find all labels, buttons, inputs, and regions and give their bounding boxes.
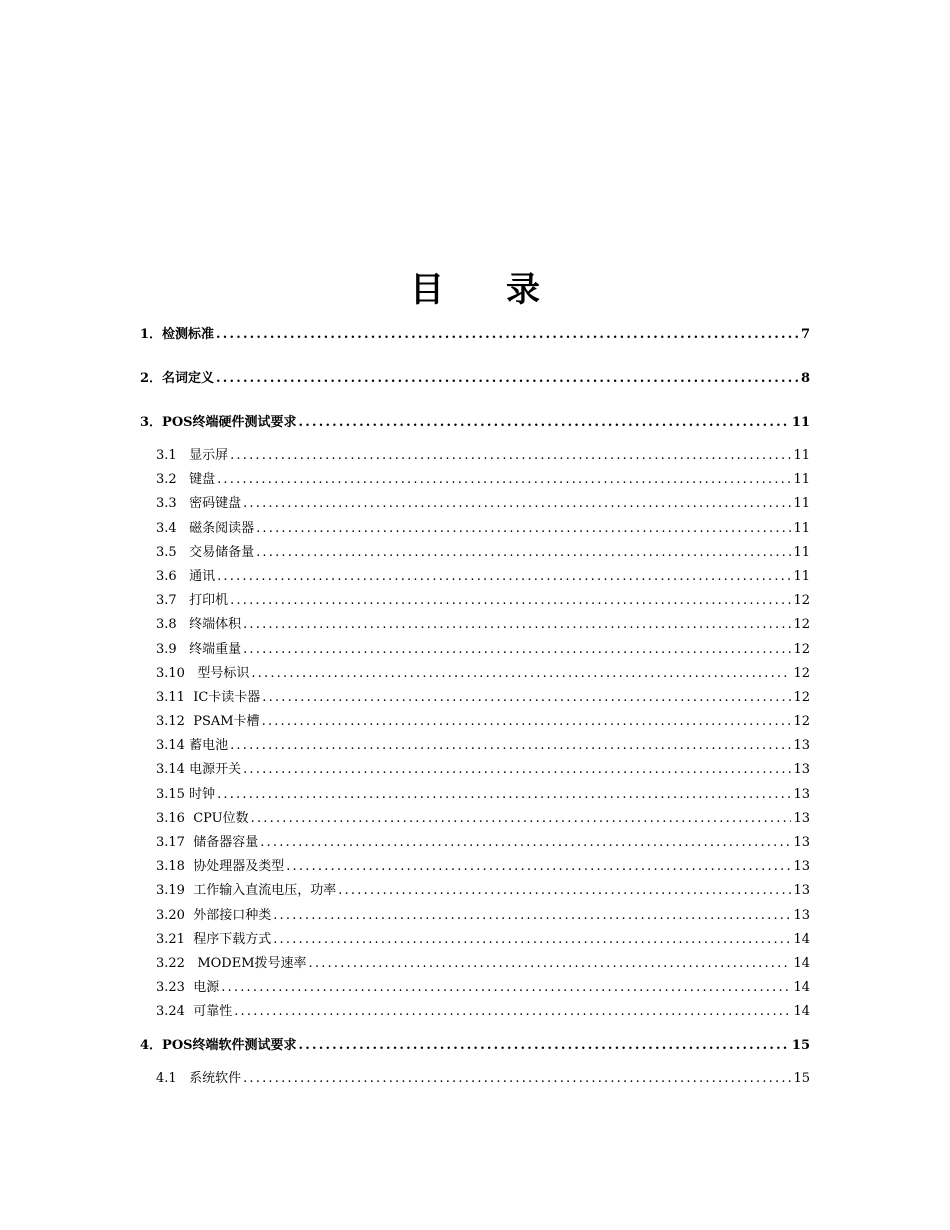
toc-page-number: 12 (793, 665, 810, 681)
toc-section-link[interactable] (140, 517, 810, 541)
toc-leader-dots (217, 468, 791, 492)
toc-chapter-link[interactable] (140, 1033, 810, 1059)
toc-entry-label: 3.5 交易储备量 (156, 544, 255, 560)
toc-section-link[interactable] (140, 783, 810, 807)
toc-page-number: 11 (793, 520, 810, 536)
toc-section-link[interactable] (140, 638, 810, 662)
toc-entry-label: 3.15 时钟 (156, 786, 216, 802)
toc-leader-dots (251, 662, 791, 686)
title-char-2: 录 (506, 270, 540, 310)
toc-entry-label: 3.18 协处理器及类型 (156, 859, 285, 875)
toc-entry-label: 3.19 工作输入直流电压，功率 (156, 883, 337, 899)
toc-page-number: 13 (793, 859, 810, 875)
toc-section-link[interactable] (140, 807, 810, 831)
toc-entry-label: 3.14 电源开关 (156, 762, 242, 778)
toc-entry-label: 3.23 电源 (156, 980, 220, 996)
toc-page-number: 11 (791, 415, 810, 430)
toc-leader-dots (243, 492, 791, 516)
toc-chapter-link[interactable] (140, 410, 810, 436)
toc-page-number: 11 (793, 448, 810, 463)
toc-page-number: 14 (793, 955, 810, 971)
toc-leader-dots (216, 366, 799, 392)
toc-page-number: 13 (793, 907, 810, 923)
toc-leader-dots (230, 444, 791, 468)
toc-entry-label: 3.1 显示屏 (156, 448, 229, 463)
toc-section-link[interactable] (140, 444, 810, 468)
toc-section-link[interactable] (140, 904, 810, 928)
toc-page-number: 15 (793, 1070, 810, 1086)
toc-leader-dots (234, 1000, 791, 1024)
toc-section-link[interactable] (140, 976, 810, 1000)
toc-section-link[interactable] (140, 855, 810, 879)
title-char-1: 目 (410, 270, 444, 310)
toc-page-number: 11 (793, 496, 810, 512)
toc-entry-label: 3.10 型号标识 (156, 665, 250, 681)
toc-page-number: 12 (793, 617, 810, 633)
toc-section-link[interactable] (140, 710, 810, 734)
toc-entry-label: 4．POS终端软件测试要求 (140, 1037, 297, 1053)
toc-entry-label: 1．检测标准 (140, 327, 215, 342)
toc-leader-dots (338, 879, 791, 903)
toc-entry-label: 3.24 可靠性 (156, 1004, 233, 1020)
toc-section-link[interactable] (140, 468, 810, 492)
toc-entry-label: 3.17 储备器容量 (156, 835, 259, 850)
toc-entry-label: 3.12 PSAM卡槽 (156, 714, 260, 730)
toc-leader-dots (299, 1033, 790, 1059)
toc-entry-label: 3.4 磁条阅读器 (156, 520, 255, 536)
toc-section-link[interactable] (140, 541, 810, 565)
toc-entry-label: 3.20 外部接口种类 (156, 907, 272, 923)
toc-section-link[interactable] (140, 686, 810, 710)
toc-page-number: 15 (791, 1037, 810, 1053)
toc-leader-dots (251, 807, 792, 831)
toc-section-link[interactable] (140, 928, 810, 952)
toc-entry-label: 3.6 通讯 (156, 568, 216, 584)
toc-page-number: 13 (793, 738, 810, 754)
toc-entry-label: 3.21 程序下载方式 (156, 931, 272, 947)
toc-leader-dots (256, 541, 791, 565)
toc-leader-dots (217, 565, 791, 589)
toc-entry-label: 3.9 终端重量 (156, 641, 242, 657)
toc-page-number: 11 (793, 472, 810, 488)
toc-page-number: 8 (800, 371, 810, 386)
toc-page-number: 13 (793, 810, 810, 826)
toc-leader-dots (260, 831, 791, 855)
toc-chapter-link[interactable] (140, 366, 810, 392)
toc-entry-label: 3.22 MODEM拨号速率 (156, 955, 307, 971)
toc-section-link[interactable] (140, 879, 810, 903)
toc-leader-dots (262, 686, 791, 710)
toc-entry-label: 4.1 系统软件 (156, 1070, 242, 1086)
toc-leader-dots (286, 855, 791, 879)
toc-section-link[interactable] (140, 734, 810, 758)
toc-entry-label: 3.7 打印机 (156, 593, 229, 609)
toc-leader-dots (230, 734, 791, 758)
toc-leader-dots (256, 517, 791, 541)
toc-page-number: 12 (793, 641, 810, 657)
toc-leader-dots (273, 904, 791, 928)
toc-section-link[interactable] (140, 1067, 810, 1091)
toc-entry-label: 3.11 IC卡读卡器 (156, 689, 261, 705)
toc-section-link[interactable] (140, 831, 810, 855)
toc-page-number: 13 (793, 835, 810, 850)
toc-section-link[interactable] (140, 589, 810, 613)
toc-section-link[interactable] (140, 662, 810, 686)
toc-page-number: 14 (793, 980, 810, 996)
toc-leader-dots (221, 976, 791, 1000)
toc-section-link[interactable] (140, 613, 810, 637)
toc-leader-dots (230, 589, 791, 613)
toc-entry-label: 3.14 蓄电池 (156, 738, 229, 754)
toc-leader-dots (243, 1067, 791, 1091)
toc-entry-label: 3．POS终端硬件测试要求 (140, 415, 297, 430)
toc-section-link[interactable] (140, 758, 810, 782)
toc-entry-label: 2．名词定义 (140, 371, 215, 386)
toc-section-link[interactable] (140, 492, 810, 516)
toc-page-number: 13 (793, 762, 810, 778)
toc-page-number: 14 (793, 1004, 810, 1020)
toc-page-number: 12 (793, 689, 810, 705)
toc-entry-label: 3.3 密码键盘 (156, 496, 242, 512)
toc-page-number: 7 (800, 327, 810, 342)
toc-leader-dots (262, 710, 792, 734)
toc-leader-dots (217, 783, 791, 807)
toc-page-number: 11 (793, 544, 810, 560)
toc-page-number: 12 (793, 593, 810, 609)
toc-page-number: 13 (793, 883, 810, 899)
toc-section-link[interactable] (140, 565, 810, 589)
toc-leader-dots (299, 410, 790, 436)
toc-leader-dots (273, 928, 791, 952)
toc-leader-dots (309, 952, 792, 976)
toc-entry-label: 3.2 键盘 (156, 472, 216, 488)
toc-page-number: 12 (793, 714, 810, 730)
toc-section-link[interactable] (140, 952, 810, 976)
toc-leader-dots (243, 613, 791, 637)
table-of-contents (140, 322, 810, 1091)
toc-leader-dots (243, 758, 791, 782)
toc-chapter-link[interactable] (140, 322, 810, 348)
page-title (0, 268, 950, 312)
toc-leader-dots (216, 322, 799, 348)
toc-entry-label: 3.8 终端体积 (156, 617, 242, 633)
toc-entry-label: 3.16 CPU位数 (156, 810, 249, 826)
toc-page-number: 13 (793, 786, 810, 802)
toc-leader-dots (243, 638, 791, 662)
toc-page-number: 14 (793, 931, 810, 947)
toc-section-link[interactable] (140, 1000, 810, 1024)
toc-page-number: 11 (793, 568, 810, 584)
